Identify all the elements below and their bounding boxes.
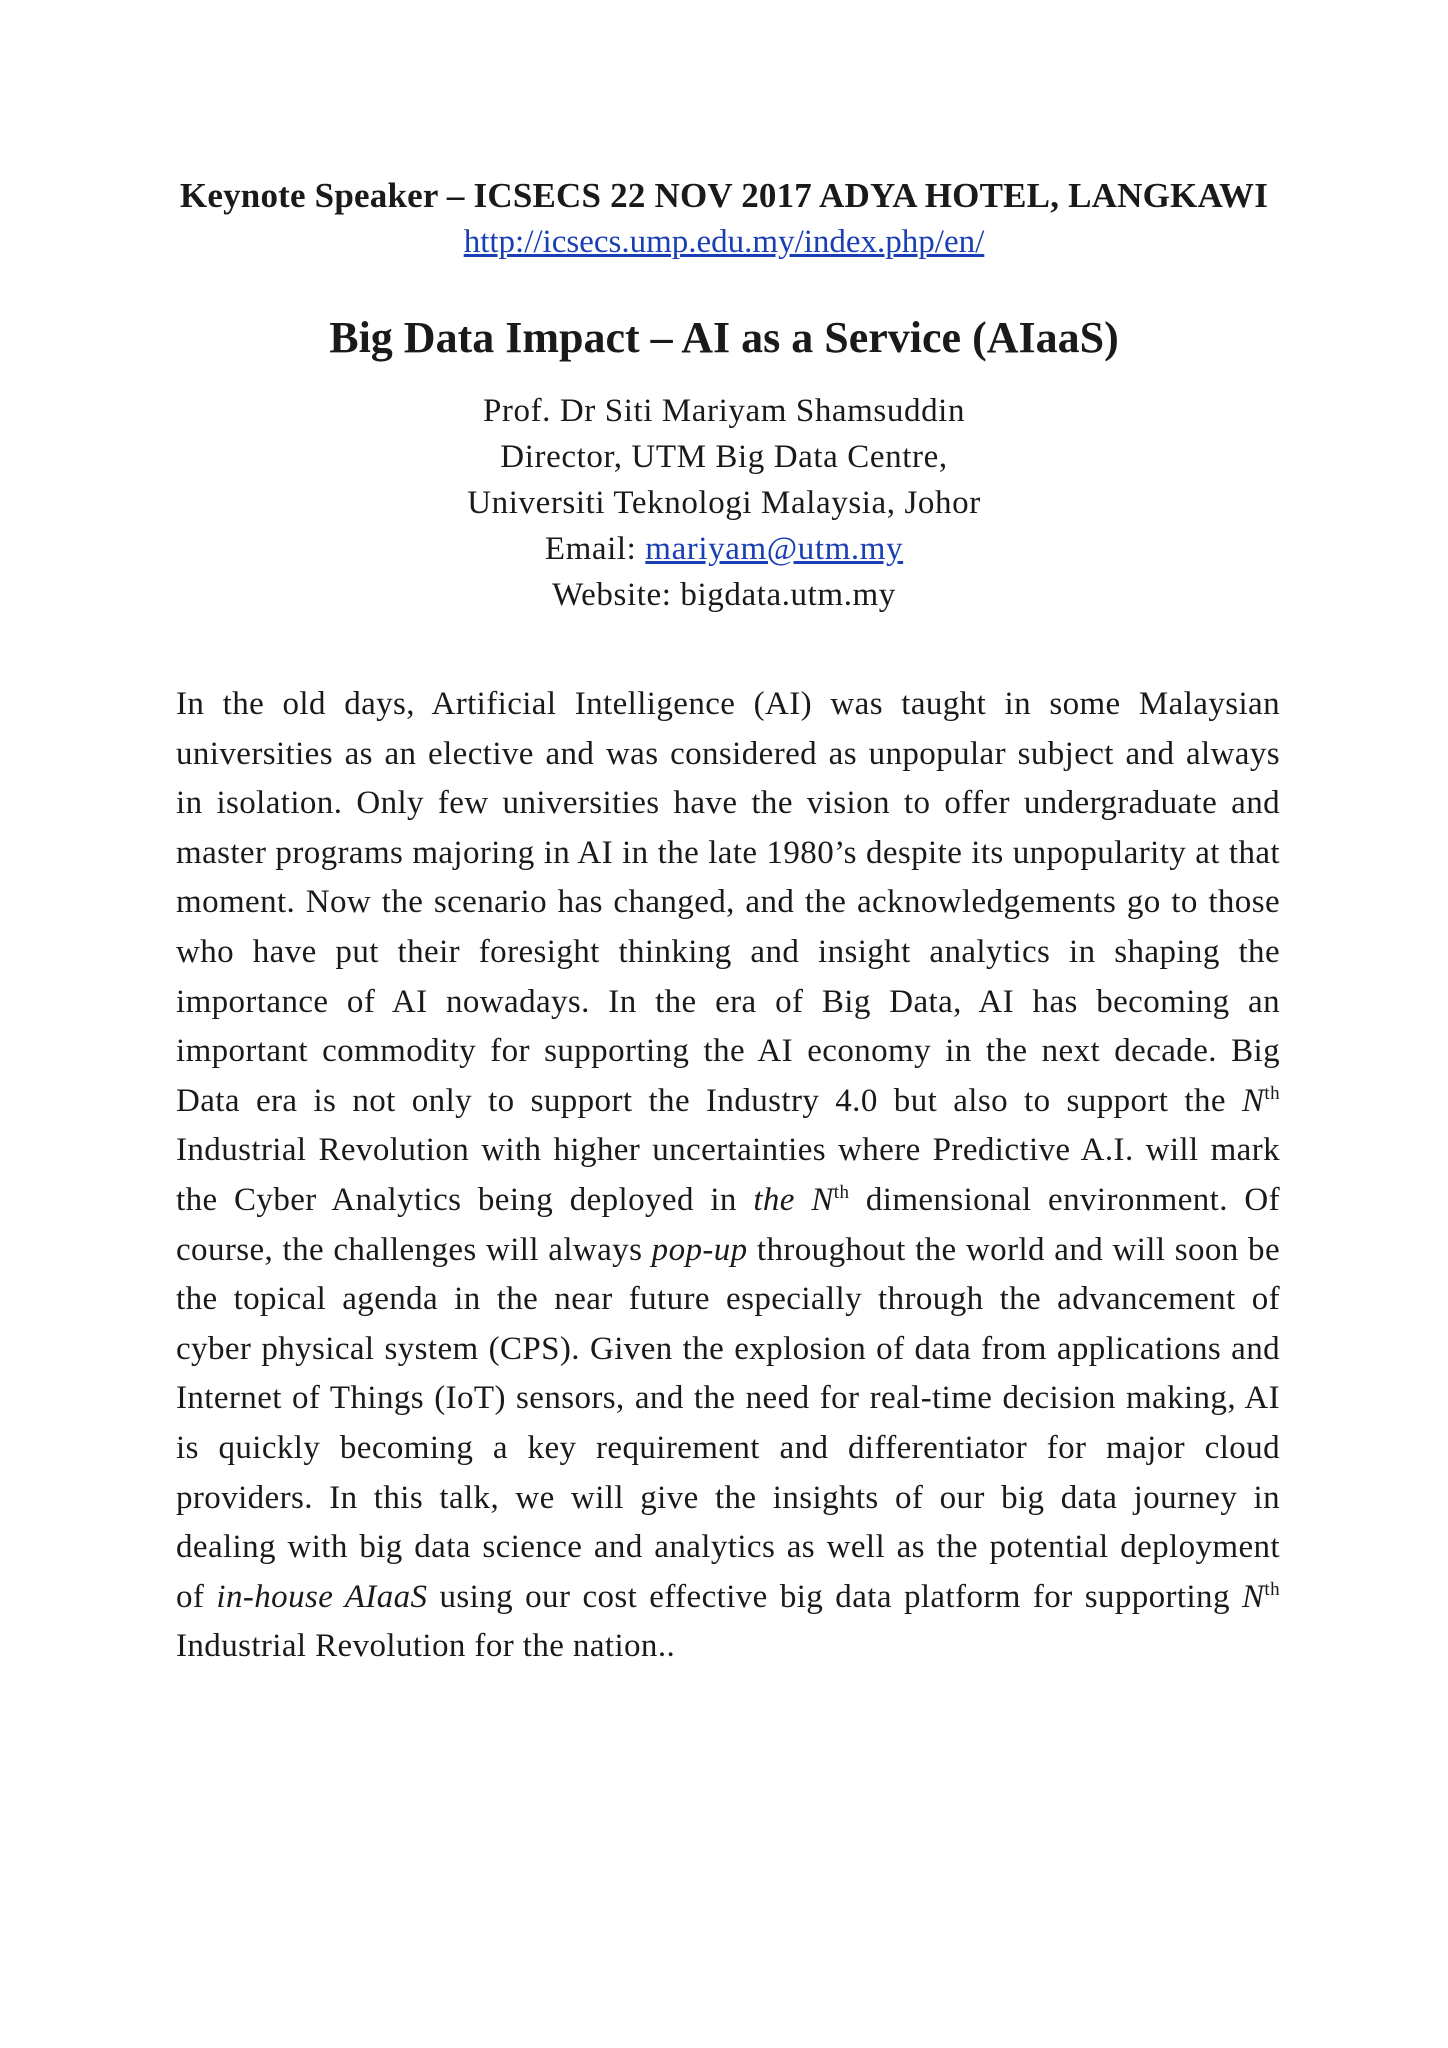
email-link[interactable]: mariyam@utm.my xyxy=(645,531,904,567)
talk-title: Big Data Impact – AI as a Service (AIaaS) xyxy=(329,313,1119,362)
speaker-name: Prof. Dr Siti Mariyam Shamsuddin xyxy=(482,393,966,429)
nth-superscript-2: th xyxy=(833,1181,850,1203)
speaker-website: Website: bigdata.utm.my xyxy=(552,577,896,613)
abstract-paragraph xyxy=(176,680,1280,1672)
conference-heading: Keynote Speaker – ICSECS 22 NOV 2017 ADYA HOTEL, LANGKAWI xyxy=(179,176,1269,215)
conference-url-link[interactable]: http://icsecs.ump.edu.my/index.php/en/ xyxy=(463,224,985,260)
speaker-institution: Universiti Teknologi Malaysia, Johor xyxy=(467,485,981,521)
nth-superscript-3: th xyxy=(1264,1578,1280,1600)
speaker-info xyxy=(0,388,1448,618)
abstract-italic-popup: pop-up xyxy=(651,1231,748,1268)
abstract-text-2: Industrial Revolution with higher uncertainties where Predictive A.I. will mark the Cyber Analytics being deployed in xyxy=(176,1132,1280,1218)
abstract-text-1: In the old days, Artificial Intelligence (AI) was taught in some Malaysian universities as an elective and was considered as unpopular subject and always in isolation. Only few universities have the vision to offer undergraduate and master programs majoring in AI in the late 1980’s despite its unpopularity at that moment. Now the scenario has changed, and the acknowledgements go to those who have put their foresight thinking and insight analytics in shaping the importance of AI nowadays. In the era of Big Data, AI has becoming an important commodity for supporting the AI economy in the next decade. Big Data era is not only to support the Industry 4.0 but also to support the xyxy=(176,686,1280,1119)
nth-symbol-3: N xyxy=(1241,1578,1265,1615)
abstract-text-3: dimensional environment. Of course, the challenges will always xyxy=(176,1181,1281,1268)
nth-symbol-2: N xyxy=(811,1181,834,1218)
abstract-italic-inhouse: in-house AIaaS xyxy=(216,1578,428,1615)
abstract-text-5: using our cost effective big data platform for supporting xyxy=(427,1578,1242,1615)
abstract-space xyxy=(795,1182,812,1218)
speaker-email-line xyxy=(0,526,1448,572)
abstract-italic-the: the xyxy=(753,1181,795,1218)
email-label: Email: xyxy=(544,531,646,567)
nth-symbol-1: N xyxy=(1241,1082,1265,1119)
abstract-text-4: throughout the world and will soon be the topical agenda in the near future especially through the advancement of cyber physical system (CPS). Given the explosion of data from applications and Internet of Things (IoT) sensors, and the need for real-time decision making, AI is quickly becoming a key requirement and differentiator for major cloud providers. In this talk, we will give the insights of our big data journey in dealing with big data science and analytics as well as the potential deployment of xyxy=(176,1231,1280,1615)
speaker-position: Director, UTM Big Data Centre, xyxy=(500,439,948,475)
abstract-text-6: Industrial Revolution for the nation.. xyxy=(176,1628,676,1665)
nth-superscript-1: th xyxy=(1264,1082,1280,1104)
